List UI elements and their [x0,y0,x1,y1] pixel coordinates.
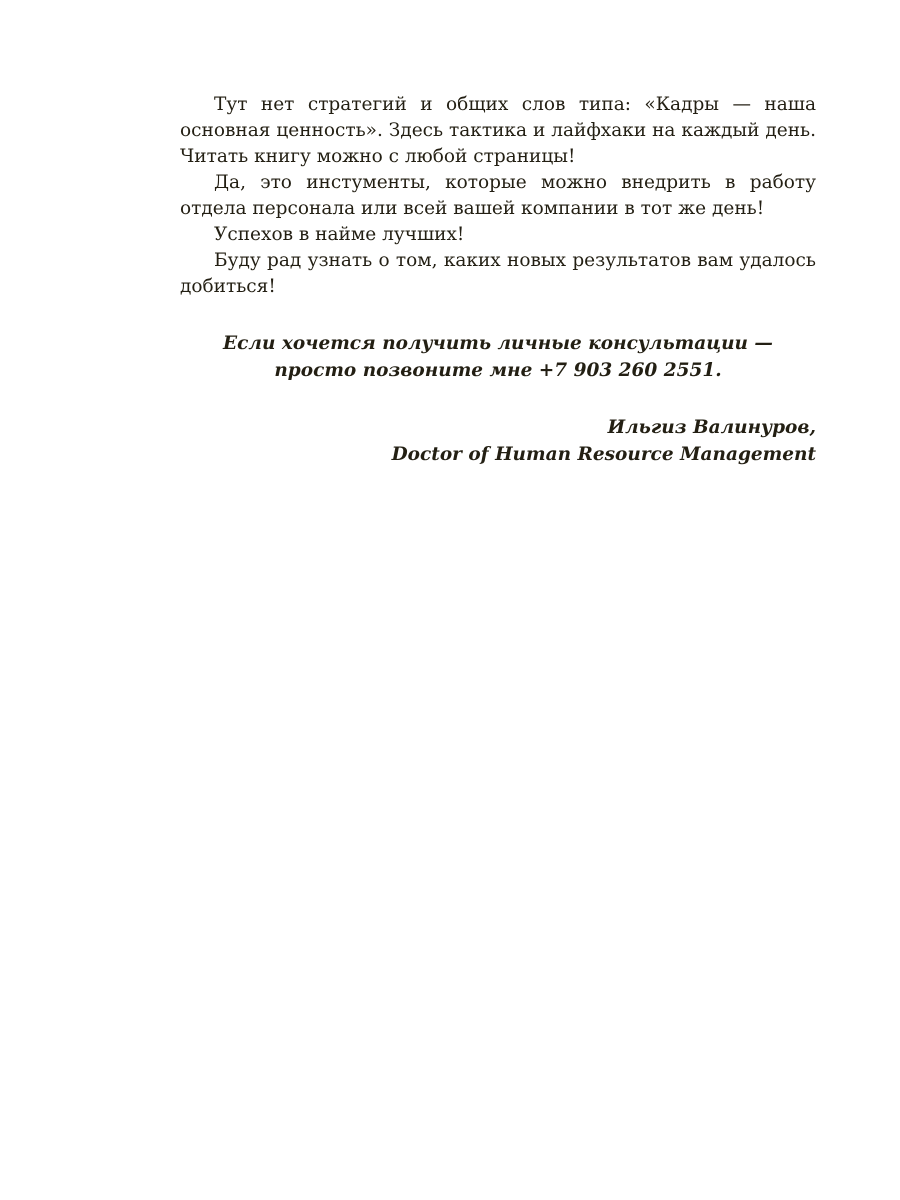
paragraph-intro: Тут нет стратегий и общих слов типа: «Кадры — наша основная ценность». Здесь тактика и лайфхаки на каждый день. Читать книгу можно с любой страницы! [180,94,816,167]
paragraph-wishes: Успехов в найме лучших! [214,224,465,245]
paragraph-results: Буду рад узнать о том, каких новых результатов вам удалось добиться! [180,250,816,297]
document-page [180,92,816,468]
callout-line-2: просто позвоните мне +7 903 260 2551. [274,360,722,381]
consultation-callout [180,330,816,384]
paragraph-tools: Да, это инстументы, которые можно внедрить в работу отдела персонала или всей вашей компании в тот же день! [180,172,816,219]
author-title: Doctor of Human Resource Management [391,444,816,465]
author-signature [180,414,816,468]
author-name: Ильгиз Валинуров, [607,417,816,438]
callout-line-1: Если хочется получить личные консультации — [223,333,773,354]
